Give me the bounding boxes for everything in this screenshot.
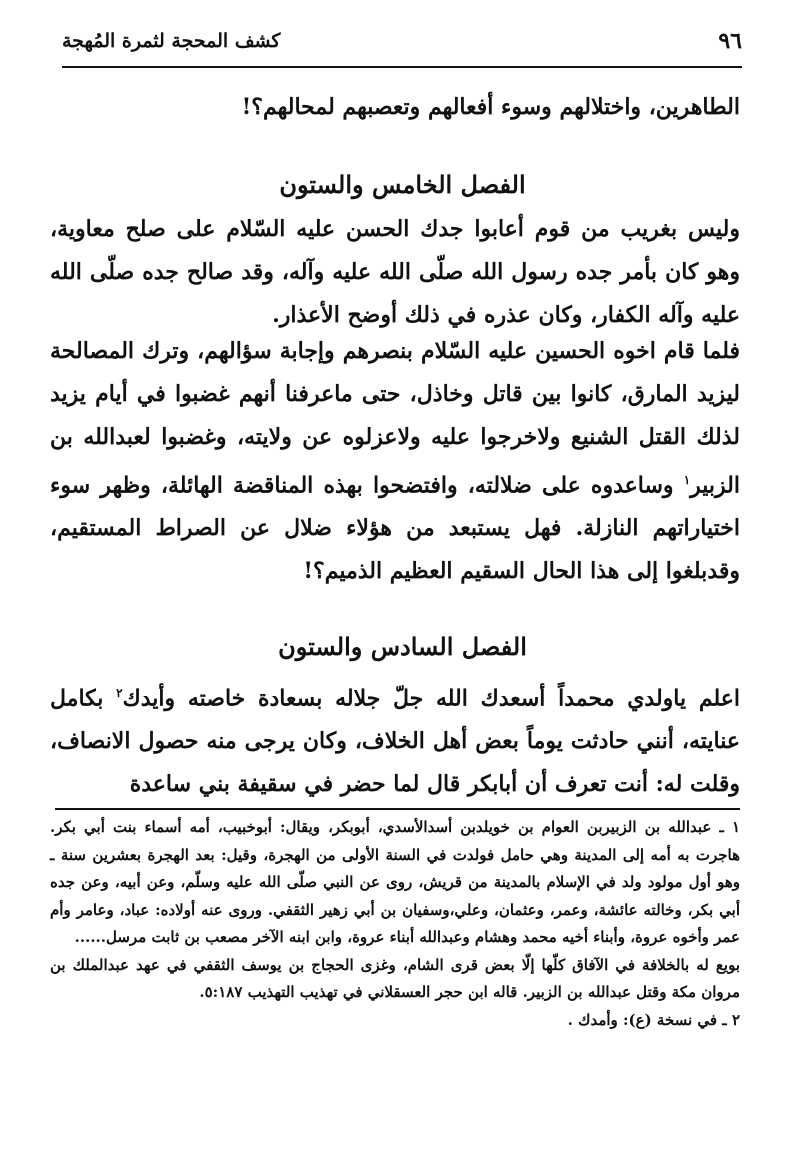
footnote-1-continuation: بويع له بالخلافة في الآفاق كلّها إلّا بعض قرى الشام، وغزى الحجاج بن يوسف الثقفي في عهد عبدالملك بن مروان مكة وقتل عبدالله بن الزبير. قاله ابن حجر العسقلاني في تهذيب التهذيب ٥:١٨٧. xyxy=(50,955,740,1001)
footnotes xyxy=(50,814,740,1034)
footnote-marker-1: ١ xyxy=(683,473,691,487)
footnote-2: ٢ ـ في نسخة (ع): وأمدك . xyxy=(567,1010,740,1029)
section-heading-65: الفصل الخامس والستون xyxy=(279,170,526,199)
footnote-1: ١ ـ عبدالله بن الزبيربن العوام بن خويلدبن أسدالأسدي، أبوبكر، ويقال: أبوخبيب، أمه أسماء بنت أبي بكر. هاجرت به أمه إلى المدينة وهي حامل فولدت في السنة الأولى من الهجرة، وقيل: بعد الهجرة بعشرين سنة ـ وهو أول مولود ولد في الإسلام بالمدينة من قريش، روى عن النبي صلّى الله عليه وسلّم، وعن أبيه، وعن جده أبي بكر، وخالته عائشة، وعمر، وعثمان، وعلي،وسفيان بن أبي زهير الثقفي. وروى عنه أولاده: عباد، وعامر وأم عمر وأخوه عروة، وأبناء أخيه محمد وهشام وعبدالله أبناء عروة، وابن ابنه الآخر مصعب بن ثابت مرسل...... xyxy=(50,818,741,946)
paragraph-section-65-intro: وليس بغريب من قوم أعابوا جدك الحسن عليه السّلام على صلح معاوية، وهو كان بأمر جده رسول الله صلّى الله عليه وآله، وقد صالح جده صلّى الله عليه وآله الكفار، وكان عذره في ذلك أوضح الأعذار. xyxy=(50,216,740,328)
page-header xyxy=(62,28,742,62)
paragraph-section-65-body xyxy=(50,330,740,593)
section-heading-66: الفصل السادس والستون xyxy=(278,632,527,661)
running-title: كشف المحجة لثمرة المُهجة xyxy=(62,30,281,52)
footnote-divider xyxy=(55,808,740,810)
paragraph-text: بكامل عنايته، أنني حادثت يوماً بعض أهل الخلاف، وكان يرجى منه حصول الانصاف، وقلت له: أنت تعرف أن أبابكر قال لما حضر في سقيفة بني ساعدة xyxy=(50,685,740,798)
paragraph-section-66 xyxy=(50,672,740,806)
footnote-marker-2: ٢ xyxy=(116,686,123,700)
paragraph-text: فلما قام اخوه الحسين عليه السّلام بنصرهم وإجابة سؤالهم، وترك المصالحة ليزيد المارق، كانوا بين قاتل وخاذل، حتى ماعرفنا أنهم غضبوا في أيام يزيد لذلك القتل الشنيع ولاخرجوا عليه ولاعزلوه عن ولايته، وغضبوا لعبدالله بن الزبير xyxy=(50,338,740,499)
paragraph-text: اعلم ياولدي محمداً أسعدك الله جلّ جلاله بسعادة خاصته وأيدك xyxy=(122,685,740,712)
paragraph-continuation: الطاهرين، واختلالهم وسوء أفعالهم وتعصبهم لمحالهم؟! xyxy=(241,94,740,120)
header-divider xyxy=(62,66,742,68)
paragraph-text: وساعدوه على ضلالته، وافتضحوا بهذه المناقضة الهائلة، وظهر سوء اختياراتهم النازلة. فهل يستبعد من هؤلاء ضلال عن الصراط المستقيم، وقدبلغوا إلى هذا الحال السقيم العظيم الذميم؟! xyxy=(50,472,740,585)
page-number: ٩٦ xyxy=(718,28,742,54)
